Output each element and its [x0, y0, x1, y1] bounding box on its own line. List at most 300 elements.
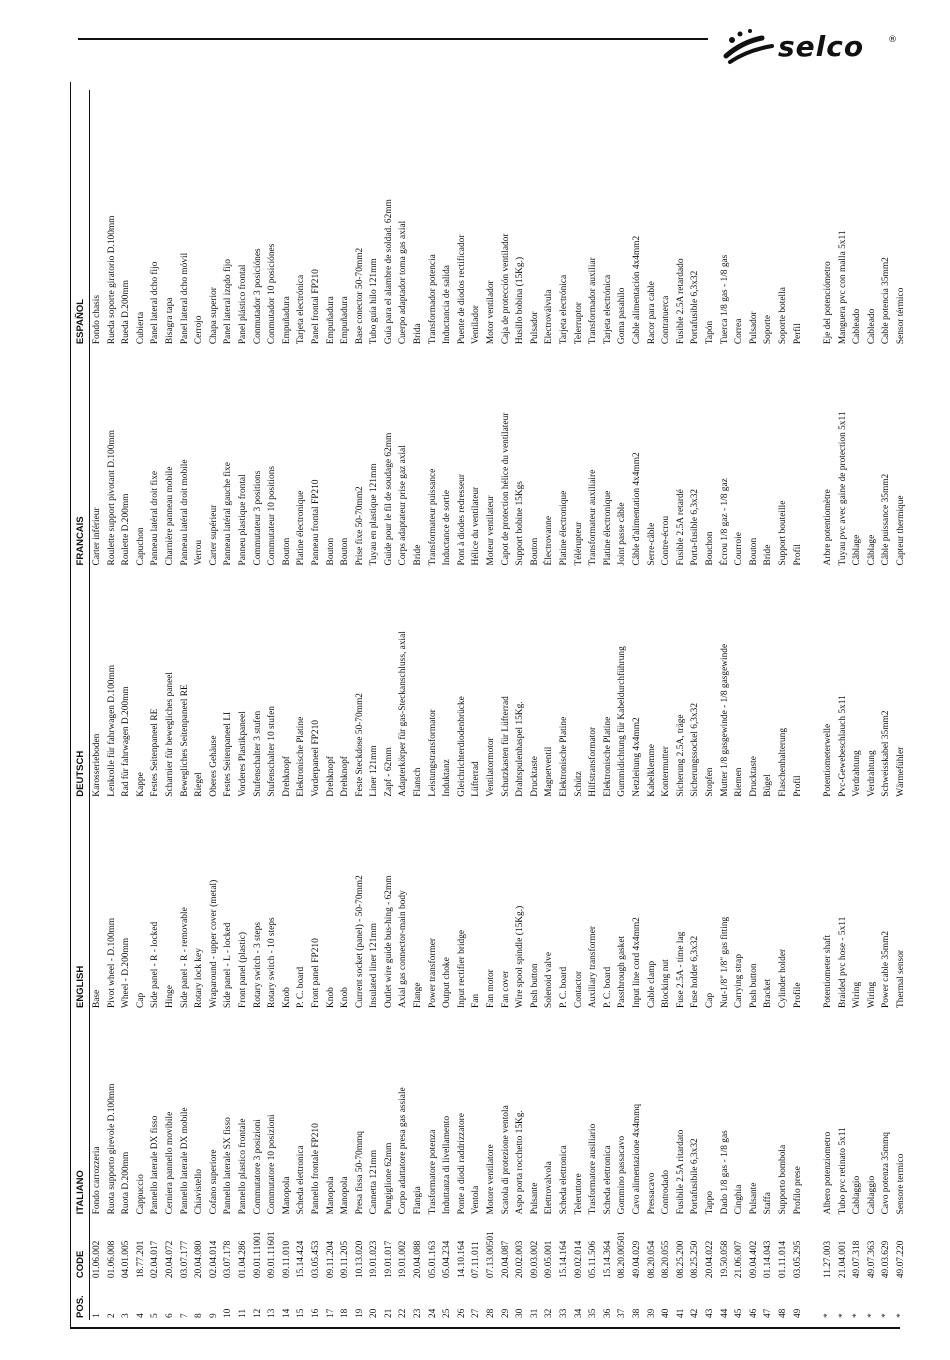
cell-code: 49.03.629 — [881, 1240, 892, 1279]
cell-pos: 9 — [208, 1313, 219, 1318]
cell-code: 49.07.318 — [852, 1240, 863, 1279]
cell-pos: 16 — [310, 1308, 321, 1318]
table-row — [119, 90, 134, 1320]
brand-name: selco — [778, 30, 865, 63]
cell-en: Wiring — [852, 981, 863, 1008]
cell-fr: Platine électronique — [296, 490, 307, 566]
cell-de: Schweisskabel 35mm2 — [881, 710, 892, 797]
cell-code: 49.04.029 — [631, 1240, 642, 1279]
cell-fr: Transformateur auxiliaire — [588, 469, 599, 566]
cell-en: Knob — [325, 987, 336, 1008]
cell-it: Cerniera pannello movibile — [164, 1111, 175, 1215]
parts-table — [73, 90, 907, 1320]
cell-code: 07.13.00501 — [486, 1231, 497, 1279]
cell-it: Manopola — [281, 1176, 292, 1215]
cell-de: Drucktaste — [529, 756, 540, 797]
table-row — [105, 90, 120, 1320]
table-row — [645, 90, 660, 1320]
cell-pos: 4 — [135, 1313, 146, 1318]
cell-code: 15.14.364 — [602, 1240, 613, 1279]
cell-de: Stufenschalter 3 stufen — [252, 710, 263, 797]
cell-fr: Platine électronique — [559, 490, 569, 566]
cell-en: Solenoid valve — [544, 952, 555, 1008]
cell-it: Dado 1/8 gas - 1/8 gas — [719, 1130, 730, 1215]
cell-it: Ruota D.200mm — [121, 1151, 132, 1215]
cell-es: Panel plástico frontal — [237, 264, 248, 345]
cell-fr: Carter inférieur — [92, 507, 102, 566]
cell-it: Cinghia — [734, 1184, 745, 1215]
cell-code: 09.11.204 — [325, 1240, 336, 1279]
cell-en: Front panel (plastic) — [237, 931, 248, 1008]
cell-de: Sicherungssockel 6,3x32 — [690, 702, 701, 797]
cell-pos: 2 — [106, 1313, 117, 1318]
cell-fr: Électrovanne — [544, 515, 555, 566]
cell-en: Side panel - R - removable — [179, 907, 190, 1008]
cell-es: Caja de protección ventilador — [500, 233, 511, 345]
cell-code: 05.04.234 — [442, 1240, 453, 1279]
cell-en: Cap — [704, 992, 715, 1008]
table-row — [411, 90, 426, 1320]
cell-fr: Câblage — [852, 534, 863, 566]
cell-de: Profil — [792, 775, 803, 797]
cell-de: Stufenschalter 10 stufen — [267, 706, 278, 797]
cell-pos: * — [866, 1313, 877, 1318]
cell-es: Cableado — [852, 308, 863, 345]
cell-code: 11.27.003 — [823, 1240, 834, 1279]
cell-fr: Courroie — [734, 532, 745, 566]
cell-pos: 37 — [617, 1308, 628, 1318]
table-row — [572, 90, 587, 1320]
header-pos: POS. — [75, 1295, 86, 1318]
cell-de: Drehknopf — [340, 756, 351, 797]
cell-pos: 17 — [325, 1308, 336, 1318]
cell-de: Liner 121mm — [369, 745, 380, 797]
cell-fr: Bouton — [748, 537, 759, 566]
cell-fr: Charnière panneau mobile — [164, 466, 175, 566]
cell-code: 05.01.163 — [427, 1240, 438, 1279]
cell-fr: Hélice du ventilateur — [471, 486, 482, 566]
cell-it: Induttanza di livellamento — [442, 1115, 453, 1215]
cell-de: Sicherung 2.5A, träge — [675, 714, 686, 797]
cell-es: Panel frontal FP210 — [310, 269, 321, 345]
cell-code: 09.03.002 — [529, 1240, 540, 1279]
cell-en: P. C. board — [296, 966, 307, 1008]
cell-pos: 25 — [442, 1308, 453, 1318]
table-row — [836, 90, 851, 1320]
cell-it: Cavo alimentazione 4x4mmq — [631, 1103, 642, 1215]
cell-fr: Roulette D.200mm — [121, 493, 132, 566]
cell-pos: 43 — [704, 1308, 715, 1318]
cell-code: 49.07.220 — [896, 1240, 907, 1279]
cell-it: Scheda elettronica — [602, 1145, 613, 1215]
cell-es: Inductancia de salida — [442, 265, 453, 345]
cell-es: Eje del potenciómetro — [823, 261, 834, 345]
cell-en: Flange — [413, 982, 424, 1008]
cell-it: Pannello laterale DX mobile — [179, 1107, 190, 1215]
cell-es: Motor ventilador — [486, 280, 497, 345]
cell-fr: Profil — [792, 544, 803, 566]
cell-pos: 11 — [237, 1308, 248, 1318]
cell-en: Cable clamp — [646, 960, 657, 1008]
cell-fr: Transformateur puissance — [427, 468, 438, 566]
cell-es: Tarjeta electrónica — [602, 274, 613, 345]
cell-pos: 5 — [150, 1313, 161, 1318]
cell-pos: 32 — [544, 1308, 555, 1318]
cell-de: Potentiometerwelle — [823, 723, 834, 797]
table-row — [615, 90, 630, 1320]
cell-it: Manopola — [325, 1176, 336, 1215]
cell-fr: Commutateur 10 positions — [267, 465, 278, 566]
left-rule — [70, 82, 71, 1327]
table-row — [426, 90, 441, 1320]
cell-de: Drahtspulenhaspel 15Kg. — [515, 701, 526, 797]
table-row — [557, 90, 572, 1320]
cell-pos: * — [896, 1313, 907, 1318]
cell-de: Induktanz — [442, 759, 453, 797]
table-row — [455, 90, 470, 1320]
cell-de: Bügel — [763, 774, 774, 797]
cell-pos: 36 — [602, 1308, 613, 1318]
cell-it: Commutatore 10 posizioni — [267, 1114, 278, 1215]
cell-de: Kontermutter — [661, 746, 672, 797]
table-row — [484, 90, 499, 1320]
cell-en: Knob — [340, 987, 351, 1008]
cell-pos: 34 — [573, 1308, 584, 1318]
cell-pos: 28 — [486, 1308, 497, 1318]
table-row — [265, 90, 280, 1320]
cell-es: Transformador auxiliar — [588, 257, 599, 345]
cell-code: 10.13.020 — [354, 1240, 365, 1279]
cell-pos: 1 — [92, 1313, 102, 1318]
cell-en: Side panel - R - locked — [150, 921, 161, 1008]
cell-code: 01.11.014 — [777, 1240, 788, 1279]
cell-fr: Prise fixe 50-70mm2 — [354, 486, 365, 566]
cell-de: Elektronische Platine — [559, 716, 569, 797]
cell-it: Staffa — [763, 1192, 774, 1215]
cell-it: Profilo prese — [792, 1166, 803, 1215]
header-english: ENGLISH — [75, 965, 86, 1008]
cell-de: Flansch — [413, 767, 424, 797]
cell-fr: Bouton — [281, 537, 292, 566]
cell-it: Presa fissa 50-70mmq — [354, 1131, 365, 1215]
cell-es: Cable potencia 35mm2 — [881, 257, 892, 345]
cell-it: Trasformatore ausiliario — [588, 1123, 599, 1215]
cell-de: Kappe — [135, 772, 146, 797]
cell-pos: 18 — [340, 1308, 351, 1318]
cell-fr: Tuyau en plastique 121mm — [369, 463, 380, 566]
cell-en: Current socket (panel) - 50-70mm2 — [354, 875, 365, 1008]
cell-es: Tuerca 1/8 gas - 1/8 gas — [719, 254, 730, 345]
cell-pos: 19 — [354, 1308, 365, 1318]
cell-es: Husillo bobina (15Kg.) — [515, 256, 526, 345]
cell-pos: 12 — [252, 1308, 263, 1318]
cell-code: 07.11.011 — [471, 1241, 482, 1279]
cell-code: 01.06.002 — [92, 1240, 102, 1279]
cell-en: Push button — [748, 963, 759, 1008]
cell-code: 01.04.286 — [237, 1240, 248, 1279]
cell-es: Cableado — [866, 308, 877, 345]
cell-pos: 49 — [792, 1308, 803, 1318]
cell-en: Rotary switch - 3 steps — [252, 922, 263, 1008]
cell-en: Fan cover — [500, 970, 511, 1008]
cell-it: Manopola — [340, 1176, 351, 1215]
cell-fr: Verrou — [194, 539, 205, 566]
cell-pos: 6 — [164, 1313, 175, 1318]
cell-pos: 47 — [763, 1308, 774, 1318]
table-row — [280, 90, 295, 1320]
cell-en: Pivot wheel - D.100mm — [106, 917, 117, 1008]
cell-code: 03.07.177 — [179, 1240, 190, 1279]
header-espanol: ESPAÑOL — [75, 298, 86, 345]
cell-pos: * — [881, 1313, 892, 1318]
cell-it: Pannello frontale FP210 — [310, 1123, 321, 1215]
table-row — [718, 90, 733, 1320]
cell-de: Ventilatormotor — [486, 737, 497, 797]
cell-fr: Capot de protection hélice du ventilateur — [500, 412, 511, 566]
cell-en: Wraparound - upper cover (metal) — [208, 879, 219, 1008]
cell-it: Supporto bombola — [777, 1144, 788, 1215]
cell-es: Pulsador — [529, 311, 540, 345]
cell-fr: Bouton — [340, 537, 351, 566]
cell-fr: Panneau latéral gauche fixe — [223, 462, 234, 566]
header-francais: FRANCAIS — [75, 516, 86, 566]
cell-code: 15.14.424 — [296, 1240, 307, 1279]
cell-it: Controdado — [661, 1170, 672, 1215]
cell-fr: Bouchon — [704, 531, 715, 566]
cell-en: Wiring — [866, 981, 877, 1008]
cell-pos: 31 — [529, 1308, 540, 1318]
cell-code: 04.01.005 — [121, 1240, 132, 1279]
cell-de: Zapf - 62mm — [383, 747, 394, 797]
cell-es: Tarjeta electrónica — [559, 274, 569, 345]
cell-pos: 38 — [631, 1308, 642, 1318]
cell-fr: Commutateur 3 positions — [252, 470, 263, 566]
cell-de: Mutter 1/8 gasgewinde - 1/8 gasgewinde — [719, 643, 730, 797]
cell-it: Pannello laterale DX fisso — [150, 1115, 161, 1215]
cell-code: 09.01.11601 — [267, 1231, 278, 1279]
cell-it: Elettrovalvola — [544, 1161, 555, 1215]
cell-de: Bewegliches Seitenpaneel RE — [179, 684, 190, 797]
cell-pos: 20 — [369, 1308, 380, 1318]
table-row — [338, 90, 353, 1320]
table-row — [894, 90, 909, 1320]
table-row — [850, 90, 865, 1320]
cell-fr: Capuchon — [135, 527, 146, 566]
cell-code: 20.04.080 — [194, 1240, 205, 1279]
cell-fr: Bride — [413, 544, 424, 566]
cell-es: Panel lateral dcho móvil — [179, 252, 190, 345]
cell-es: Guía para el alambre de soldad. 62mm — [383, 199, 394, 345]
header-deutsch: DEUTSCH — [75, 750, 86, 797]
cell-en: Auxiliary transformer — [588, 925, 599, 1008]
cell-code: 09.05.001 — [544, 1240, 555, 1279]
cell-code: 05.11.506 — [588, 1240, 599, 1279]
cell-es: Tubo guía hilo 121mm — [369, 258, 380, 345]
cell-en: Insulated liner 121mm — [369, 923, 380, 1008]
cell-de: Stopfen — [704, 767, 715, 797]
cell-pos: 15 — [296, 1308, 307, 1318]
table-row — [207, 90, 222, 1320]
cell-de: Elektronische Platine — [296, 716, 307, 797]
table-row — [601, 90, 616, 1320]
cell-code: 01.14.043 — [763, 1240, 774, 1279]
cell-code: 20.04.072 — [164, 1240, 175, 1279]
cell-de: Flaschenhalterung — [777, 727, 788, 797]
cell-code: 08.20.055 — [661, 1240, 672, 1279]
cell-fr: Panneau latéral droit fixe — [150, 470, 161, 566]
cell-fr: Arbre potentiomètre — [823, 489, 834, 566]
cell-es: Telerruptor — [573, 302, 584, 345]
table-row — [630, 90, 645, 1320]
cell-it: Albero potenziometro — [823, 1131, 834, 1215]
cell-es: Conmutador 10 posiciónes — [267, 243, 278, 345]
cell-code: 02.04.014 — [208, 1240, 219, 1279]
cell-es: Transformador potencia — [427, 254, 438, 345]
cell-es: Manguera pvc con malla 5x11 — [837, 230, 848, 345]
cell-en: Input line cord 4x4mm2 — [631, 917, 642, 1008]
cell-en: Front panel FP210 — [310, 938, 321, 1008]
cell-it: Cofano superiore — [208, 1149, 219, 1215]
cell-fr: Câble puissance 35mm2 — [881, 473, 892, 566]
table-row — [382, 90, 397, 1320]
table-row — [761, 90, 776, 1320]
cell-es: Cerrojo — [194, 315, 205, 345]
cell-de: Verdrahtung — [852, 750, 863, 797]
cell-en: Base — [92, 989, 102, 1008]
cell-fr: Corps adaptateur prise gaz axial — [398, 445, 409, 566]
cell-it: Ruota supporto girevole D.100mm — [106, 1083, 117, 1215]
cell-es: Sensor térmico — [896, 287, 907, 345]
cell-it: Pungiglione 62mm — [383, 1142, 394, 1215]
table-row — [163, 90, 178, 1320]
cell-en: Fan — [471, 993, 482, 1008]
cell-en: Cap — [135, 992, 146, 1008]
cell-it: Trasformatore potenza — [427, 1129, 438, 1215]
cell-code: 19.01.017 — [383, 1240, 394, 1279]
cell-en: Fuse 2.5A - time lag — [675, 931, 686, 1008]
header-italiano: ITALIANO — [75, 1170, 86, 1215]
cell-code: 09.01.11001 — [252, 1231, 263, 1279]
table-row — [396, 90, 411, 1320]
cell-pos: 21 — [383, 1308, 394, 1318]
cell-de: Verdrahtung — [866, 750, 877, 797]
cell-pos: 22 — [398, 1308, 409, 1318]
cell-pos: 39 — [646, 1308, 657, 1318]
cell-es: Tarjeta electrónica — [296, 274, 307, 345]
cell-it: Fusibile 2.5A ritardato — [675, 1129, 686, 1215]
cell-de: Riegel — [194, 772, 205, 797]
cell-fr: Inductance de sortie — [442, 489, 453, 566]
cell-pos: 23 — [413, 1308, 424, 1318]
table-row — [732, 90, 747, 1320]
cell-code: 02.04.017 — [150, 1240, 161, 1279]
cell-it: Fondo carrozzeria — [92, 1146, 102, 1215]
cell-code: 49.07.363 — [866, 1240, 877, 1279]
cell-es: Bisagra tapa — [164, 297, 175, 345]
table-row — [294, 90, 309, 1320]
cell-it: Chiavistello — [194, 1169, 205, 1215]
cell-fr: Télérupteur — [573, 521, 584, 566]
cell-pos: 24 — [427, 1308, 438, 1318]
cell-en: Bracket — [763, 978, 774, 1008]
cell-it: Cappuccio — [135, 1174, 146, 1215]
cell-it: Scheda elettronica — [559, 1145, 569, 1215]
table-body — [90, 90, 805, 1320]
cell-de: Feste Steckdose 50-70mm2 — [354, 693, 365, 797]
table-body-extra — [821, 90, 909, 1320]
table-row — [688, 90, 703, 1320]
cell-pos: 45 — [734, 1308, 745, 1318]
cell-fr: Bride — [763, 544, 774, 566]
cell-it: Sensore termico — [896, 1153, 907, 1215]
cell-fr: Serre-câble — [646, 522, 657, 566]
cell-pos: 46 — [748, 1308, 759, 1318]
cell-es: Soporte botella — [777, 287, 788, 345]
cell-de: Elektronische Platine — [602, 716, 613, 797]
cell-fr: Bouton — [529, 537, 540, 566]
cell-pos: 26 — [456, 1308, 467, 1318]
cell-es: Goma pasahilo — [617, 287, 628, 345]
cell-code: 14.10.164 — [456, 1240, 467, 1279]
registered-mark: ® — [888, 35, 897, 45]
cell-de: Festes Seitenpaneel RE — [150, 708, 161, 797]
cell-fr: Écrou 1/8 gaz - 1/8 gaz — [719, 478, 730, 566]
cell-de: Gleichrichterdiodenbrücke — [456, 696, 467, 797]
cell-es: Perfil — [792, 323, 803, 345]
cell-es: Contratuerca — [661, 295, 672, 345]
cell-it: Tubo pvc retinato 5x11 — [837, 1127, 848, 1215]
cell-pos: 7 — [179, 1313, 190, 1318]
cell-de: Riemen — [734, 767, 745, 797]
cell-code: 20.04.087 — [500, 1240, 511, 1279]
table-row — [513, 90, 528, 1320]
cell-it: Tappo — [704, 1191, 715, 1215]
cell-code: 20.02.003 — [515, 1240, 526, 1279]
cell-en: Wheel - D.200mm — [121, 937, 132, 1008]
cell-code: 21.06.007 — [734, 1240, 745, 1279]
cell-es: Fondo chasis — [92, 294, 102, 345]
cell-de: Oberes Gehäuse — [208, 735, 219, 797]
cell-es: Fusible 2.5A retardado — [675, 258, 686, 345]
cell-en: Fan motor — [486, 969, 497, 1008]
cell-es: Correa — [734, 318, 745, 345]
cell-it: Ponte a diodi raddrizzatore — [456, 1113, 467, 1215]
cell-en: Output choke — [442, 957, 453, 1008]
brand-logo — [722, 26, 898, 66]
cell-pos: 35 — [588, 1308, 599, 1318]
cell-en: P. C. board — [559, 966, 569, 1008]
cell-it: Pulsante — [748, 1182, 759, 1215]
torch-icon — [722, 26, 778, 66]
cell-pos: 44 — [719, 1308, 730, 1318]
cell-en: Power transformer — [427, 937, 438, 1008]
cell-en: Rotary switch - 10 steps — [267, 917, 278, 1008]
cell-fr: Panneu plastique frontal — [237, 474, 248, 566]
cell-en: Cylinder holder — [777, 948, 788, 1008]
cell-en: Fuse holder 6,3x32 — [690, 935, 701, 1008]
cell-de: Kabelklemme — [646, 744, 657, 797]
table-row — [367, 90, 382, 1320]
cell-de: Schütz — [573, 771, 584, 797]
bottom-rule — [70, 1327, 900, 1329]
table-row — [528, 90, 543, 1320]
cell-fr: Joint passe câble — [617, 502, 628, 566]
table-row — [178, 90, 193, 1320]
cell-en: Input rectifier bridge — [456, 929, 467, 1008]
cell-code: 08.25.200 — [675, 1240, 686, 1279]
cell-es: Panel lateral dcho fijo — [150, 261, 161, 345]
cell-de: Schutzkasten für Lüfterrad — [500, 696, 511, 797]
